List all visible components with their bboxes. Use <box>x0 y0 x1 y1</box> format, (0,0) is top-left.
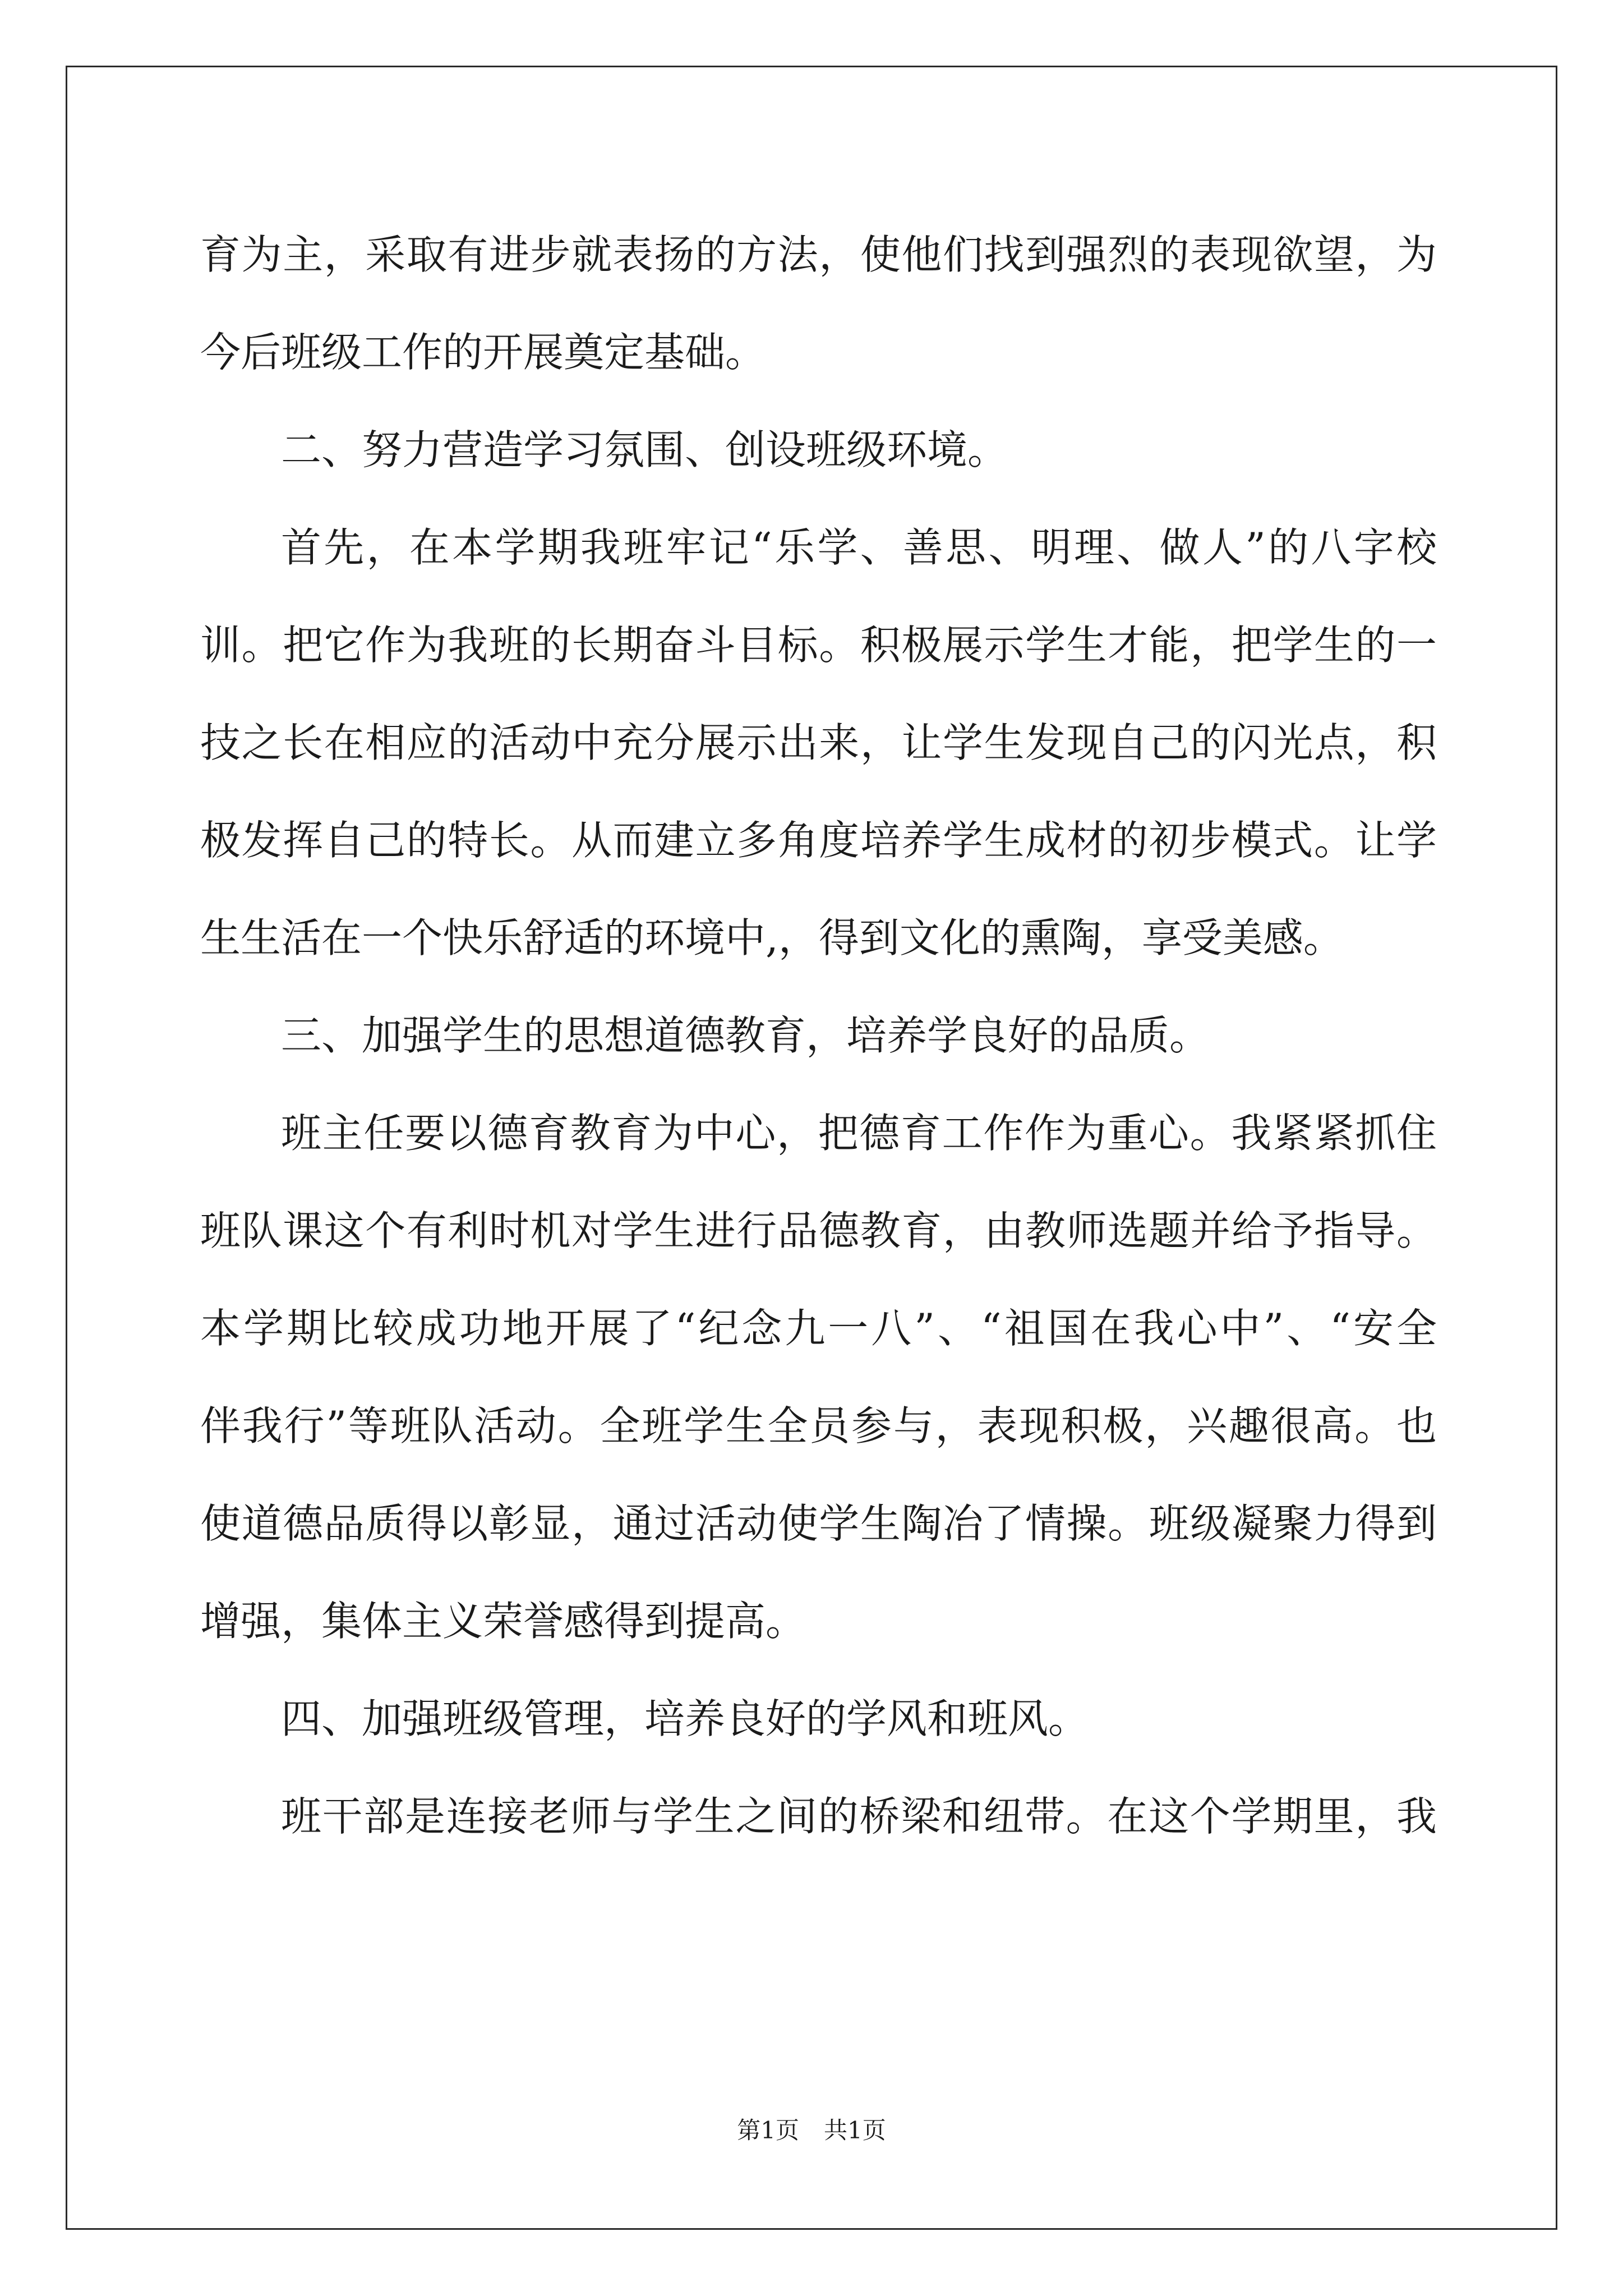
section-heading: 四、加强班级管理，培养良好的学风和班风。 <box>281 1695 1089 1742</box>
page-footer <box>0 2114 1623 2147</box>
text-line: 班队课这个有利时机对学生进行品德教育，由教师选题并给予指导。 <box>200 1207 1437 1254</box>
text-line: 使道德品质得以彰显，通过活动使学生陶冶了情操。班级凝聚力得到 <box>200 1500 1437 1547</box>
text-line: 班主任要以德育教育为中心，把德育工作作为重心。我紧紧抓住 <box>281 1110 1437 1157</box>
text-line: 首先，在本学期我班牢记“乐学、善思、明理、做人”的八字校 <box>281 524 1437 571</box>
section-heading: 二、努力营造学习氛围、创设班级环境。 <box>281 426 1008 473</box>
text-line: 本学期比较成功地开展了“纪念九一八”、“祖国在我心中”、“安全 <box>200 1305 1437 1352</box>
text-line: 极发挥自己的特长。从而建立多角度培养学生成材的初步模式。让学 <box>200 817 1437 864</box>
text-line: 今后班级工作的开展奠定基础。 <box>200 329 766 376</box>
text-line: 生生活在一个快乐舒适的环境中,，得到文化的熏陶，享受美感。 <box>200 914 1344 961</box>
text-line: 技之长在相应的活动中充分展示出来，让学生发现自己的闪光点，积 <box>200 719 1437 766</box>
page-number-total: 共1页 <box>824 2116 886 2144</box>
document-body <box>200 213 1437 1872</box>
page-number-current: 第1页 <box>737 2116 799 2144</box>
text-line: 班干部是连接老师与学生之间的桥梁和纽带。在这个学期里，我 <box>281 1793 1437 1840</box>
text-line: 增强，集体主义荣誉感得到提高。 <box>200 1598 806 1645</box>
text-line: 伴我行”等班队活动。全班学生全员参与，表现积极，兴趣很高。也 <box>200 1402 1437 1450</box>
text-line: 训。把它作为我班的长期奋斗目标。积极展示学生才能，把学生的一 <box>200 622 1437 669</box>
text-line: 育为主，采取有进步就表扬的方法，使他们找到强烈的表现欲望，为 <box>200 231 1437 278</box>
section-heading: 三、加强学生的思想道德教育，培养学良好的品质。 <box>281 1012 1210 1059</box>
